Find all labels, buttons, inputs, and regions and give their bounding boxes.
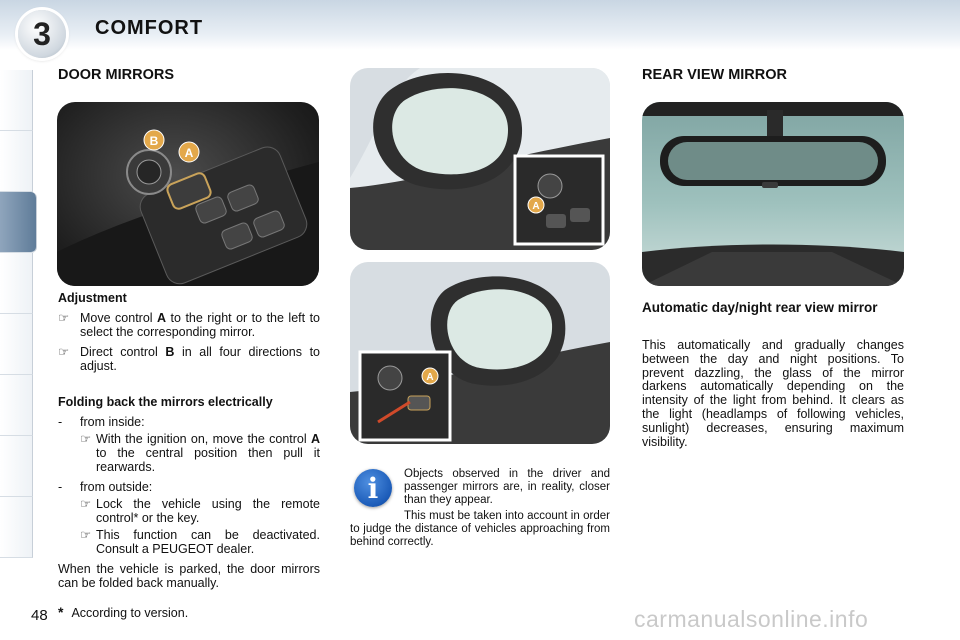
door-mirror-photo-bottom: [350, 262, 610, 444]
pointing-hand-icon: ☞: [58, 345, 70, 359]
info-paragraph: This must be taken into account in order to judge the distance of vehicles approaching from behind correctly.: [350, 510, 610, 548]
watermark: carmanualsonline.info: [634, 606, 869, 632]
chapter-title: COMFORT: [95, 17, 204, 39]
from-outside-item: - from outside:: [58, 480, 153, 494]
footnote: * According to version.: [58, 604, 189, 620]
adjustment-section: [58, 291, 320, 373]
rear-view-mirror-photo: [642, 102, 904, 286]
from-inside-item: - from inside:: [58, 415, 145, 429]
parked-note: When the vehicle is parked, the door mirrors can be folded back manually.: [58, 562, 320, 590]
label-a-marker: [422, 368, 438, 384]
from-outside-step: ☞ This function can be deactivated. Consult a PEUGEOT dealer.: [80, 528, 320, 556]
adjustment-step: ☞ Move control A to the right or to the left to select the corresponding mirror.: [58, 311, 321, 339]
label-a-marker: [179, 142, 199, 162]
svg-text:A: A: [426, 372, 434, 383]
side-tab[interactable]: [0, 253, 33, 314]
side-tab-active[interactable]: [0, 192, 37, 253]
side-tab[interactable]: [0, 375, 33, 436]
from-outside-step: ☞ Lock the vehicle using the remote control* or the key.: [80, 497, 320, 525]
info-paragraph: Objects observed in the driver and passenger mirrors are, in reality, closer than they appear.: [404, 468, 610, 506]
door-mirrors-title: DOOR MIRRORS: [58, 67, 174, 83]
side-tab[interactable]: [0, 436, 33, 497]
from-inside-step: ☞ With the ignition on, move the control A to the central position then pull it rearwards.: [80, 432, 320, 474]
folding-heading: Folding back the mirrors electrically: [58, 395, 273, 409]
pointing-hand-icon: ☞: [58, 311, 70, 325]
info-box-text: [350, 468, 610, 549]
side-tab[interactable]: [0, 70, 33, 131]
door-mirror-photo-top: [350, 68, 610, 250]
pointing-hand-icon: ☞: [80, 528, 92, 542]
side-tab[interactable]: [0, 497, 33, 558]
svg-text:A: A: [532, 201, 540, 212]
adjustment-heading: Adjustment: [58, 291, 127, 305]
label-b-marker: [144, 130, 164, 150]
svg-text:B: B: [149, 134, 159, 148]
chapter-number-badge: 3: [18, 10, 66, 58]
chapter-side-tabs: [0, 70, 34, 558]
pointing-hand-icon: ☞: [80, 432, 92, 446]
folding-section: [58, 395, 320, 590]
side-tab[interactable]: [0, 314, 33, 375]
label-a-marker: [528, 197, 544, 213]
pointing-hand-icon: ☞: [80, 497, 92, 511]
adjustment-step: ☞ Direct control B in all four directions to adjust.: [58, 345, 321, 373]
rear-view-mirror-body: This automatically and gradually changes between the day and night positions. To prevent dazzling, the glass of the mirror darkens automatically depending on the intensity of the light from behind. It clears as the light (headlamps of following vehicles, sunlight) decreases, ensuring maximum visibility.: [642, 338, 904, 449]
mirror-control-panel-photo: [57, 102, 319, 286]
svg-text:A: A: [184, 146, 194, 160]
rear-view-mirror-title: REAR VIEW MIRROR: [642, 67, 787, 83]
auto-mirror-subtitle: Automatic day/night rear view mirror: [642, 300, 878, 315]
page-number: 48: [31, 607, 48, 624]
side-tab[interactable]: [0, 131, 33, 192]
info-icon: i: [354, 469, 392, 507]
